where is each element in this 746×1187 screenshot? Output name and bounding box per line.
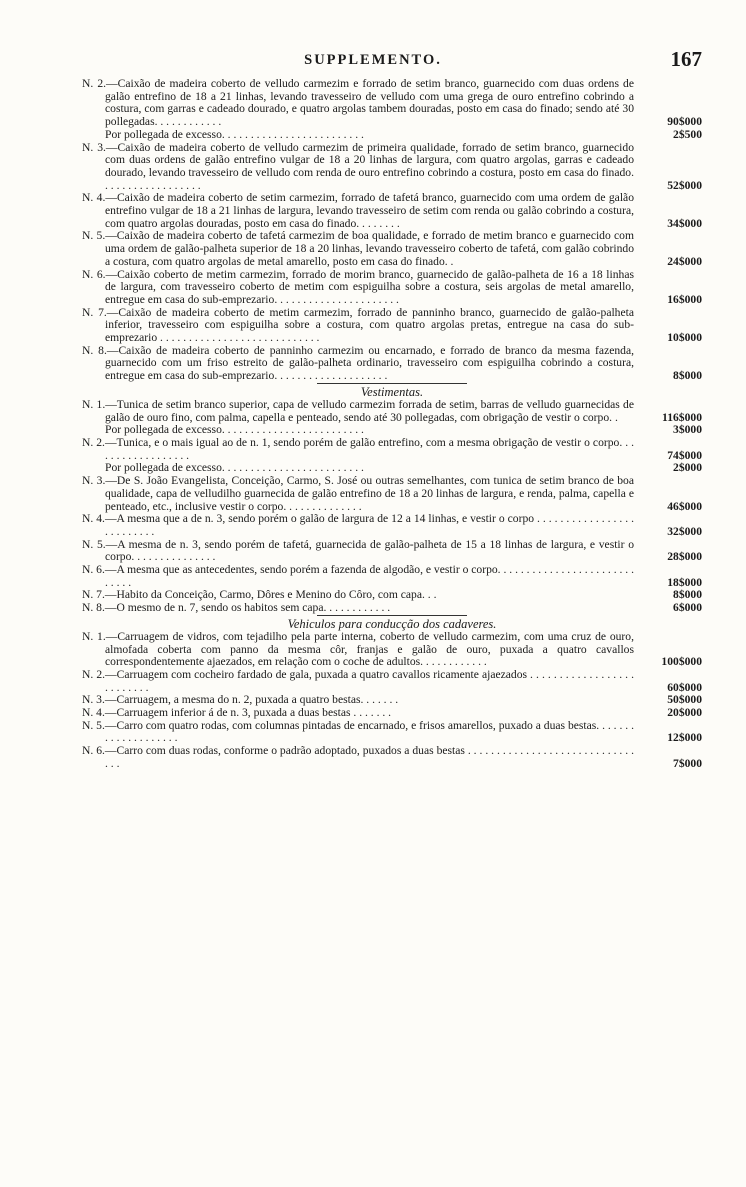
entry-description: N. 7.—Habito da Conceição, Carmo, Dôres e Menino do Côro, com capa. . . — [82, 588, 437, 602]
price-list — [82, 78, 702, 771]
entry-description: Por pollegada de excesso. . . . . . . . . . . . . . . . . . . . . . . . . — [105, 127, 364, 141]
price-entry — [82, 475, 702, 513]
entry-description: N. 1.—Tunica de setim branco superior, capa de velludo carmezim forrada de setim, barras de velludo guarnecidas de galão de ouro fino, com palma, capella e penteado, sendo até 30 pollegadas, com obrigação de vestir o corpo. . — [82, 397, 634, 424]
entry-price: 7$000 — [673, 756, 702, 770]
price-entry — [82, 513, 702, 538]
entry-price: 46$000 — [667, 499, 702, 513]
price-entry — [82, 669, 702, 694]
price-entry — [82, 307, 702, 345]
entry-price: 28$000 — [667, 550, 702, 564]
entry-price: 20$000 — [667, 706, 702, 720]
price-entry — [82, 707, 702, 720]
entry-description: N. 4.—Caixão de madeira coberto de setim carmezim, forrado de tafetá branco, guarnecido com uma ordem de galão entrefino vulgar de 18 a 21 linhas de largura, levando travesseiro de setim com renda ou galão cobrindo a costura, com quatro argolas douradas, posto em casa do finado. . . . . . . . — [82, 191, 634, 230]
entry-price: 52$000 — [667, 178, 702, 192]
price-entry — [82, 230, 702, 268]
section-title: Vestimentas. — [360, 384, 424, 399]
excess-rate-row — [82, 129, 702, 142]
price-entry — [82, 720, 702, 745]
entry-description: N. 4.—Carruagem inferior á de n. 3, puxada a duas bestas . . . . . . . — [82, 706, 392, 720]
price-entry — [82, 745, 702, 770]
entry-description: N. 6.—A mesma que as antecedentes, sendo porém a fazenda de algodão, e vestir o corpo. . . . . . . . . . . . . . . . . . . . . . . . . . . . . — [82, 563, 634, 589]
entry-description: N. 8.—Caixão de madeira coberto de panninho carmezim ou encarnado, e forrado de branco da mesma fazenda, guarnecido com um friso estreito de galão-palheta ordinario, travesseiro com espiguilha cobrindo a costura, entregue em casa do sub-emprezario. . . . . . . . . . . . . . . . . . . . — [82, 343, 634, 383]
entry-price: 90$000 — [667, 115, 702, 129]
entry-price: 34$000 — [667, 216, 702, 230]
entry-description: N. 1.—Carruagem de vidros, com tejadilho pela parte interna, coberto de velludo carmezim, com uma cruz de ouro, almofada coberta com panno da mesma côr, franjas e galão de ouro, puxada a quatro cavallos correspondentemente ajaezados, em relação com o coche de adultos. . . . . . . . . . . . — [82, 629, 634, 669]
entry-price: 3$000 — [673, 423, 702, 437]
price-entry — [82, 539, 702, 564]
entry-description: N. 5.—A mesma de n. 3, sendo porém de tafetá, guarnecida de galão-palheta de 15 a 18 linhas de largura, e vestir o corpo. . . . . . . . . . . . . . . — [82, 537, 634, 564]
entry-description: N. 5.—Caixão de madeira coberto de tafetá carmezim de boa qualidade, e forrado de metim branco e guarnecido com uma ordem de galão-palheta superior de 18 a 20 linhas, levando travesseiro coberto de tafetá, com galão cobrindo a costura, com quatro argolas de metal amarello, posto em casa do finado. . — [82, 229, 634, 268]
entry-price: 16$000 — [667, 292, 702, 306]
price-entry — [82, 437, 702, 462]
entry-price: 116$000 — [662, 410, 702, 424]
entry-description: N. 8.—O mesmo de n. 7, sendo os habitos sem capa. . . . . . . . . . . . — [82, 601, 391, 615]
entry-price: 10$000 — [667, 331, 702, 345]
price-entry — [82, 399, 702, 424]
entry-description: N. 3.—Caixão de madeira coberto de velludo carmezim de primeira qualidade, forrado de setim branco, guarnecido com duas ordens de galão entrefino vulgar de 18 a 20 linhas de largura, com quatro argolas, garras e cadeado dourado, levando travesseiro de velludo com renda de ouro entrefino cobrindo a costura, posto em casa do finado. . . . . . . . . . . . . . . . . . — [82, 140, 634, 192]
running-head — [0, 47, 746, 76]
price-entry — [82, 269, 702, 307]
price-entry — [82, 564, 702, 589]
entry-description: N. 3.—Carruagem, a mesma do n. 2, puxada a quatro bestas. . . . . . . — [82, 693, 399, 707]
entry-price: 74$000 — [667, 448, 702, 462]
running-title: SUPPLEMENTO. — [304, 52, 442, 68]
entry-price: 6$000 — [673, 601, 702, 615]
entry-price: 12$000 — [667, 731, 702, 745]
price-entry — [82, 631, 702, 669]
entry-price: 2$000 — [673, 461, 702, 475]
entry-price: 8$000 — [673, 588, 702, 602]
entry-description: N. 5.—Carro com quatro rodas, com columnas pintadas de encarnado, e frisos amarellos, puxado a duas bestas. . . . . . . . . . . . . . . . . . . . — [82, 718, 634, 745]
entry-description: Por pollegada de excesso. . . . . . . . . . . . . . . . . . . . . . . . . — [105, 461, 364, 475]
entry-price: 50$000 — [667, 693, 702, 707]
entry-price: 60$000 — [667, 680, 702, 694]
entry-price: 2$500 — [673, 127, 702, 141]
price-entry — [82, 345, 702, 383]
entry-description: N. 6.—Carro com duas rodas, conforme o padrão adoptado, puxados a duas bestas . . . . . . . . . . . . . . . . . . . . . . . . . . . . . . . . — [82, 744, 634, 770]
entry-description: Por pollegada de excesso. . . . . . . . . . . . . . . . . . . . . . . . . — [105, 423, 364, 437]
entry-price: 24$000 — [667, 254, 702, 268]
entry-price: 8$000 — [673, 369, 702, 383]
entry-description: N. 7.—Caixão de madeira coberto de metim carmezim, forrado de panninho branco, guarnecido de galão-palheta inferior, travesseiro com espiguilha sobre a costura, com quatro argolas pretas, entregue na casa do sub-emprezario . . . . . . . . . . . . . . . . . . . . . . . . . . . . — [82, 305, 634, 345]
price-entry — [82, 192, 702, 230]
entry-description: N. 2.—Tunica, e o mais igual ao de n. 1, sendo porém de galão entrefino, com a mesma obrigação de vestir o corpo. . . . . . . . . . . . . . . . . . — [82, 435, 634, 462]
section-divider — [317, 615, 467, 616]
entry-description: N. 3.—De S. João Evangelista, Conceição, Carmo, S. José ou outras semelhantes, com tunica de setim branco de boa qualidade, capa de velludilho guarnecida de galão entrefino de 18 a 20 linhas de largura, e renda, palma, capella e penteado, etc., inclusive vestir o corpo. . . . . . . . . . . . . . — [82, 474, 634, 513]
section-title: Vehiculos para conducção dos cadaveres. — [287, 616, 497, 631]
price-entry — [82, 142, 702, 193]
price-entry — [82, 602, 702, 615]
entry-description: N. 4.—A mesma que a de n. 3, sendo porém o galão de largura de 12 a 14 linhas, e vestir o corpo . . . . . . . . . . . . . . . . . . . . . . . . . . — [82, 512, 634, 538]
entry-price: 100$000 — [661, 655, 702, 669]
entry-description: N. 2.—Caixão de madeira coberto de velludo carmezim e forrado de setim branco, guarnecido com duas ordens de galão entrefino de 18 a 21 linhas, levando travesseiro de velludo com uma grega de ouro entrefino cobrindo a costura, com garras e cadeado dourado, e quatro argolas tambem douradas, posto em casa do finado; sendo até 30 pollegadas. . . . . . . . . . . . — [82, 77, 634, 129]
price-entry — [82, 78, 702, 129]
section-divider — [317, 383, 467, 384]
entry-price: 18$000 — [667, 575, 702, 589]
page-number: 167 — [670, 47, 702, 71]
entry-price: 32$000 — [667, 524, 702, 538]
entry-description: N. 6.—Caixão coberto de metim carmezim, forrado de morim branco, guarnecido de galão-palheta de 16 a 18 linhas de largura, com travesseiro coberto de metim com espiguilha sobre a costura, seis argolas de metal amarello, entregue em casa do sub-emprezario. . . . . . . . . . . . . . . . . . . . . . — [82, 267, 634, 306]
entry-description: N. 2.—Carruagem com cocheiro fardado de gala, puxada a quatro cavallos ricamente ajaezados . . . . . . . . . . . . . . . . . . . . . . . . . . — [82, 667, 634, 694]
